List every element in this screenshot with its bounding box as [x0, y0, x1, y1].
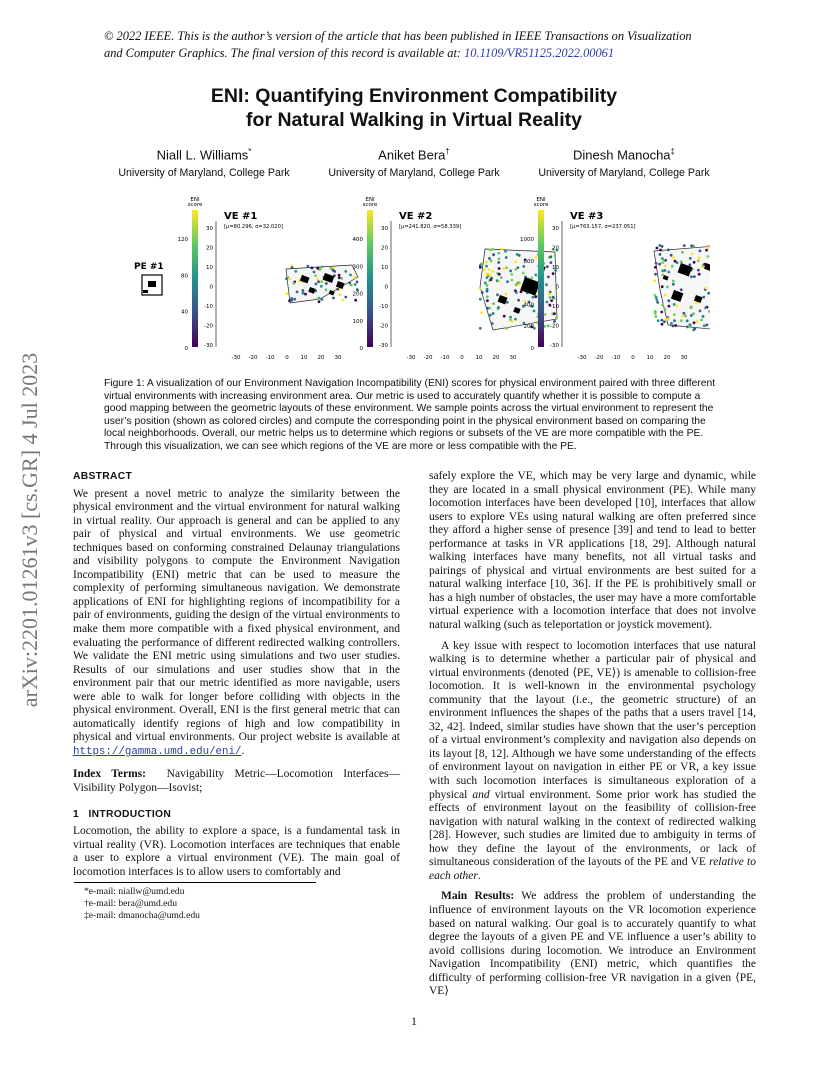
right-column	[429, 470, 756, 999]
y-tick: -20	[550, 323, 559, 330]
ve-label: VE #1	[224, 211, 258, 222]
y-tick: -20	[204, 323, 213, 330]
y-tick: 20	[552, 245, 559, 252]
score-tick: 400	[352, 237, 363, 243]
y-tick: 0	[384, 284, 388, 291]
x-tick: 30	[680, 355, 688, 361]
ve-stats: [μ=241.820, σ=58.339]	[399, 224, 462, 230]
x-tick: -30	[231, 355, 241, 361]
score-tick: 1000	[520, 237, 534, 243]
pe-1-layout	[142, 275, 162, 295]
y-tick: 20	[381, 245, 388, 252]
copyright-line-1: © 2022 IEEE. This is the author’s version of the article that has been published in IEEE Transactions on Visualization	[104, 29, 692, 43]
x-tick: 10	[646, 355, 654, 361]
colorbar-title: ENI	[365, 197, 375, 203]
intro-paragraph-2: A key issue with respect to locomotion interfaces that use natural walking is to determine whether a particular pair of physical and virtual environments (denoted ⟨PE, VE⟩) is amenable to collision-free locomotion. It is well-known in the environmental psychology community that the layout (i.e., the geometric structure) of an environment influences the shapes of the paths that a users travel [14, 32, 42]. Indeed, similar studies have shown that the user’s perception of a virtual environment’s complexity and navigation also depends on its layout [8, 12]. Although we have some understanding of the effects of environment layout on navigation in either PE or VR, a key issue with such locomotion interfaces is simultaneous exploration of a physical and virtual environment. Some prior work has studied the effects of environment layout on the feasibility of collision-free navigation with natural walking in the context of redirected walking [28]. However, such studies are limited due to ambiguity in terms of how they define the layout of the environments, or lack of simultaneous consideration of the layouts of the PE and VE relative to each other.	[429, 639, 756, 882]
score-tick: 400	[523, 302, 534, 309]
abstract-heading: ABSTRACT	[73, 471, 133, 482]
score-tick: 120	[177, 237, 188, 243]
x-tick: 0	[460, 355, 464, 361]
colorbar	[192, 210, 198, 347]
score-tick: 40	[181, 309, 188, 316]
score-tick: 800	[523, 258, 534, 265]
footnote-1: *e-mail: niallw@umd.edu	[84, 886, 185, 897]
copyright-line-2: and Computer Graphics. The final version of this record is available at: 10.1109/VR51125.2022.00061	[104, 46, 615, 60]
y-tick: 10	[206, 265, 213, 271]
author-3: Dinesh Manocha‡ University of Maryland, College Park	[538, 147, 710, 180]
score-tick: 300	[352, 264, 363, 271]
footnote-2: †e-mail: bera@umd.edu	[84, 898, 178, 910]
score-tick: 200	[352, 291, 363, 298]
x-tick: 10	[300, 355, 308, 361]
x-tick: 0	[631, 355, 635, 361]
figure-1	[120, 195, 710, 367]
score-tick: 600	[523, 280, 534, 287]
y-tick: 10	[552, 265, 559, 271]
x-tick: 20	[317, 355, 325, 361]
y-tick: -30	[204, 343, 213, 349]
score-tick: 0	[184, 346, 188, 352]
score-tick: 0	[359, 346, 363, 352]
intro-paragraph-1: safely explore the VE, which may be very large and dynamic, while they are located in a small physical environment (PE). While many locomotion interfaces have been developed [10], interfaces that allow users to explore VEs using natural walking are often preferred since they afford a higher sense of presence [39] and tend to lead to better performance at tasks in VR applications [18, 29]. Although natural walking interfaces have many benefits, not all virtual tasks and pairings of physical and virtual environments are best suited for a natural walking interface [10, 36]. If the PE is prohibitively small or has a high number of obstacles, the user may have a more comfortable virtual experience with a locomotion interface that does not involve natural walking (such as teleportation or joystick movement).	[429, 470, 756, 632]
author-1: Niall L. Williams* University of Maryland, College Park	[118, 147, 290, 180]
y-tick: 20	[206, 245, 213, 252]
main-results-paragraph: Main Results: We address the problem of understanding the influence of environment layouts on the VR locomotion experience based on natural walking. Our goal is to accurately quantify to what degree the layouts of a given PE and VE influence a user’s ability to avoid collisions during locomotion. We introduce an Environment Navigation Incompatibility (ENI) metric, which quantifies the difficulty of performing collision-free VR navigation in a given ⟨PE, VE⟩	[429, 890, 756, 998]
footnote-3: ‡e-mail: dmanocha@umd.edu	[84, 910, 200, 922]
y-tick: -20	[379, 323, 388, 330]
x-tick: 20	[492, 355, 500, 361]
x-tick: 10	[475, 355, 483, 361]
page-number: 1	[411, 1014, 417, 1028]
ve-label: VE #3	[570, 211, 604, 222]
colorbar	[538, 210, 544, 347]
ve-label: VE #2	[399, 211, 433, 222]
intro-text: Locomotion, the ability to explore a space, is a fundamental task in virtual reality (VR). Locomotion interfaces are techniques that enable a user to explore a virtual environment (VE). The main goal of locomotion interfaces is to allow users to comfortably and	[73, 825, 400, 878]
y-tick: 30	[206, 226, 213, 232]
x-tick: -10	[265, 355, 275, 361]
x-tick: 20	[663, 355, 671, 361]
intro-heading: 1 INTRODUCTION	[73, 808, 172, 820]
colorbar-subtitle: score	[362, 202, 378, 208]
score-tick: 0	[530, 346, 534, 352]
x-tick: -10	[440, 355, 450, 361]
y-tick: -30	[550, 343, 559, 349]
ve-stats: [μ=763.157, σ=237.051]	[570, 224, 636, 230]
score-tick: 200	[523, 324, 534, 331]
x-tick: -20	[423, 355, 433, 361]
arxiv-sidebar: arXiv:2201.01261v3 [cs.GR] 4 Jul 2023	[17, 352, 42, 708]
copyright-notice	[104, 28, 744, 62]
ve-panel-2	[353, 197, 559, 361]
x-tick: 30	[334, 355, 342, 361]
y-tick: 30	[552, 226, 559, 232]
author-2: Aniket Bera† University of Maryland, College Park	[328, 147, 500, 180]
x-tick: -30	[577, 355, 587, 361]
doi-link[interactable]: 10.1109/VR51125.2022.00061	[464, 46, 615, 60]
x-tick: 0	[285, 355, 289, 361]
index-terms: Index Terms: Navigability Metric—Locomotion Interfaces—Visibility Polygon—Isovist;	[73, 768, 401, 795]
pe-label: PE #1	[134, 262, 164, 272]
colorbar-title: ENI	[536, 197, 546, 203]
colorbar-title: ENI	[190, 197, 200, 203]
ve-panel-1	[178, 197, 359, 361]
y-tick: 10	[381, 265, 388, 271]
y-tick: -10	[550, 304, 559, 310]
x-tick: -30	[406, 355, 416, 361]
paper-title: ENI: Quantifying Environment Compatibility for Natural Walking in Virtual Reality	[210, 85, 618, 131]
y-tick: -10	[379, 304, 388, 310]
score-tick: 100	[352, 318, 363, 325]
score-tick: 80	[181, 273, 188, 280]
project-url-link[interactable]: https://gamma.umd.edu/eni/	[73, 745, 242, 758]
y-tick: -30	[379, 343, 388, 349]
y-tick: 0	[555, 284, 559, 291]
x-tick: -10	[611, 355, 621, 361]
footnote-rule	[74, 882, 316, 883]
y-tick: 0	[209, 284, 213, 291]
colorbar-subtitle: score	[187, 202, 203, 208]
y-tick: 30	[381, 226, 388, 232]
colorbar	[367, 210, 373, 347]
x-tick: 30	[509, 355, 517, 361]
ve-stats: [μ=80.296, σ=32.020]	[224, 224, 283, 230]
x-tick: -20	[594, 355, 604, 361]
colorbar-subtitle: score	[533, 202, 549, 208]
abstract-text: We present a novel metric to analyze the similarity between the physical environment and the virtual environment for natural walking in virtual reality. Our approach is general and can be applied to any pair of physical and virtual environments. We use geometric techniques based on conforming constrained Delaunay triangulations and visibility polygons to compute the Environment Navigation Incompatibility (ENI) metric that can be used to measure the complexity of performing simultaneous navigation. We demonstrate applications of ENI for highlighting regions of incompatibility for a pair of environments, guiding the design of the virtual environments to make them more compatible with a fixed physical environment, and evaluating the performance of different redirected walking controllers. We validate the ENI metric using simulations and two user studies. Results of our simulations and user studies show that in the environment pair that our metric identified as more navigable, users were able to walk for longer before colliding with objects in the physical environment. Overall, ENI is the first general metric that can automatically identify regions of high and low compatibility in physical and virtual environments. Our project website is available at https://gamma.umd.edu/eni/.	[73, 487, 400, 758]
figure-caption: Figure 1: A visualization of our Environment Navigation Incompatibility (ENI) scores for physical environment paired with three different virtual environments with increasing environment area. Our metric is used to accurately quantify whether it is possible to compute a good mapping between the geometric layouts of these environment. We sample points across the virtual environment to represent the user’s position (shown as colored circles) and compute the corresponding point in the physical environment based on comparing the local neighborhoods. Overall, our metric helps us to determine which regions or subsets of the VE are more compatible with the PE. Through this visualization, we can see which regions of the VE are more or less compatible with the PE.	[104, 378, 716, 452]
left-column	[73, 470, 400, 879]
x-tick: -20	[248, 355, 258, 361]
y-tick: -10	[204, 304, 213, 310]
footnotes	[84, 886, 200, 923]
